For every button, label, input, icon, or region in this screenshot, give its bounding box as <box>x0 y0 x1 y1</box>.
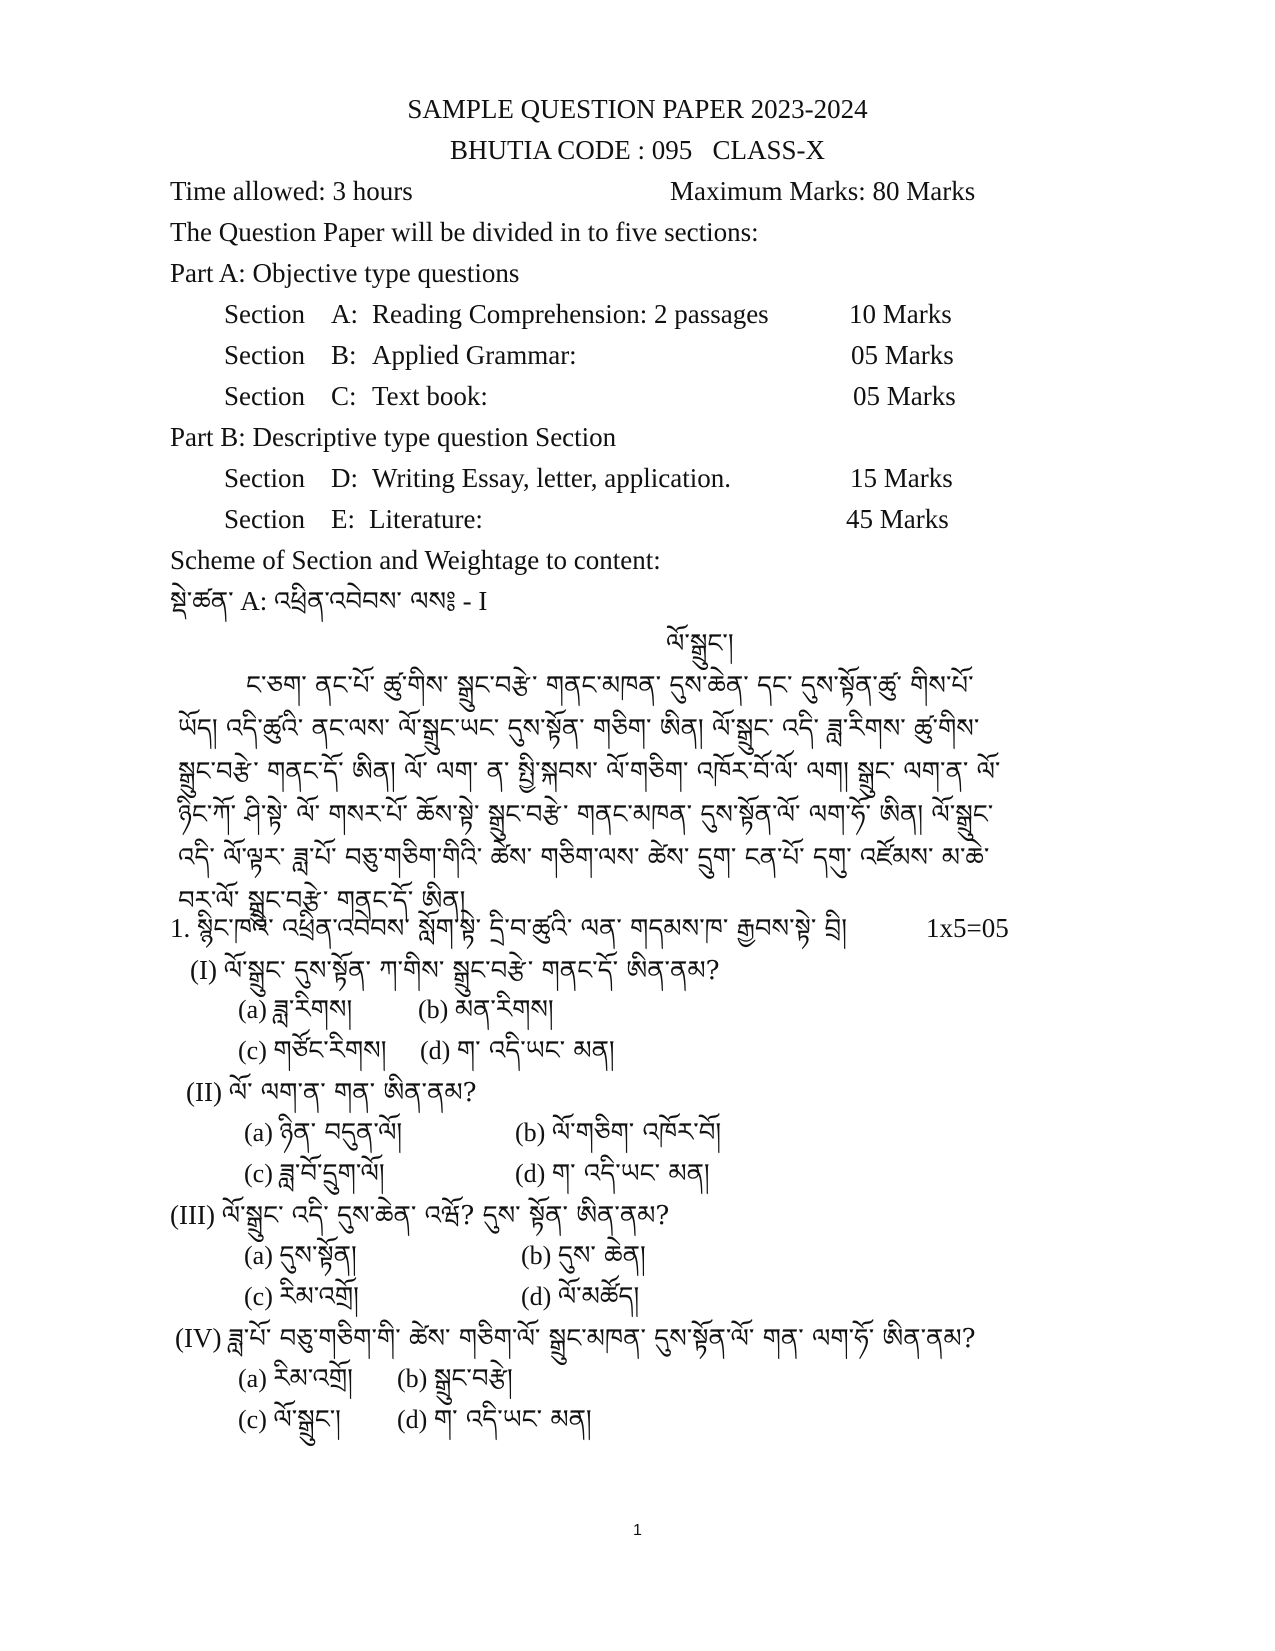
time-allowed: Time allowed: 3 hours <box>170 176 413 206</box>
question-marks: 1x5=05 <box>926 913 1009 943</box>
sub-question-1 <box>190 953 720 988</box>
page-number: 1 <box>633 1522 642 1539</box>
section-d-letter: D: <box>331 463 358 493</box>
section-b-word: Section <box>224 340 305 370</box>
section-a-name: Reading Comprehension: 2 passages <box>372 299 769 329</box>
option: (c) གཙོང་རིགས། <box>238 1036 387 1066</box>
section-c-name: Text book: <box>372 381 488 411</box>
section-b-name: Applied Grammar: <box>372 340 577 370</box>
part-a-title: Part A: Objective type questions <box>170 258 520 288</box>
sub-question-2 <box>186 1075 477 1110</box>
sub-question-3 <box>170 1198 669 1233</box>
paper-subtitle <box>0 133 1275 167</box>
option: (b) སྒྲུང་བརྩེ། <box>397 1364 513 1394</box>
maximum-marks: Maximum Marks: 80 Marks <box>670 176 976 206</box>
section-title-tibetan: འཕྲིན་འབེབས་ ལས༔ <box>274 587 456 617</box>
paper-title: SAMPLE QUESTION PAPER 2023-2024 <box>407 94 868 124</box>
question-number: 1. <box>170 913 191 943</box>
passage-line: བར་ལོ་ སྒྲུང་བརྩེ་ གནང་དོ་ ཨིན། <box>178 886 466 916</box>
section-a-word: Section <box>224 299 305 329</box>
sub-question-number: (III) <box>170 1200 215 1230</box>
section-c-letter: C: <box>331 381 357 411</box>
option: (b) ལོ་གཅིག་ འཁོར་བོ། <box>515 1118 722 1148</box>
option: (d) ག་ འདི་ཡང་ མན། <box>420 1036 615 1066</box>
section-letter: A: <box>240 586 268 616</box>
question-instruction: སྙིང་ཁའི་ འཕྲིན་འབེབས་ སློག་སྟེ་ དྲི་བ་ཚུའི་ ལན་ གདམས་ཁ་ རྒྱབས་སྟེ་ བྲི། <box>197 914 847 944</box>
sub-question-text: ལོ་སྒྲུང་ དུས་སྟོན་ ཀ་གིས་ སྒྲུང་བརྩེ་ གནང་དོ་ ཨིན་ནམ? <box>223 956 720 986</box>
option: (c) རིམ་འགྲོ། <box>244 1282 359 1312</box>
part-b-title: Part B: Descriptive type question Section <box>170 422 617 452</box>
section-d-name: Writing Essay, letter, application. <box>372 463 731 493</box>
section-e-letter: E: <box>331 504 355 534</box>
sub-question-number: (I) <box>190 955 217 985</box>
section-e-name: Literature: <box>369 504 483 534</box>
passage-line: འདི་ ལོ་ལྟར་ ཟླ་པོ་ བཅུ་གཅིག་གིའི་ ཚེས་ གཅིག་ལས་ ཚེས་ དྲུག་ ངན་པོ་ དགུ་ འཛོམས་ མ་ཆེ་ <box>178 843 990 873</box>
section-c-word: Section <box>224 381 305 411</box>
passage-body <box>178 665 1078 923</box>
subject-code: BHUTIA CODE : 095 <box>449 135 693 165</box>
option: (d) ལོ་མཚོད། <box>521 1282 640 1312</box>
section-e-word: Section <box>224 504 305 534</box>
sub-question-number: (II) <box>186 1077 222 1107</box>
sub-question-number: (IV) <box>175 1323 222 1353</box>
section-c-marks: 05 Marks <box>853 381 956 411</box>
option: (b) དུས་ ཆེན། <box>521 1241 646 1271</box>
sub-question-4 <box>175 1321 976 1356</box>
option: (a) ཉིན་ བདུན་ལོ། <box>244 1118 403 1148</box>
section-d-word: Section <box>224 463 305 493</box>
section-b-marks: 05 Marks <box>851 340 954 370</box>
passage-line: སྒྲུང་བརྩེ་ གནང་དོ་ ཨིན། ལོ་ ལག་ ན་ སྤྱི་སྐབས་ ལོ་གཅིག་ འཁོར་བོ་ལོ་ ལག། སྒྲུང་ ལག་ན་ ལོ་ <box>178 757 1001 787</box>
intro-text: The Question Paper will be divided in to five sections: <box>170 217 759 247</box>
option: (a) ཟླ་རིགས། <box>238 995 353 1025</box>
sub-question-text: ལོ་སྒྲུང་ འདི་ དུས་ཆེན་ འཝོ? དུས་ སྟོན་ ཨིན་ནམ? <box>221 1201 670 1231</box>
section-roman-number: - I <box>462 586 488 616</box>
option: (c) ཟླ་བོ་དྲུག་ལོ། <box>244 1159 385 1189</box>
option: (a) དུས་སྟོན། <box>244 1241 357 1271</box>
option: (d) ག་ འདི་ཡང་ མན། <box>515 1159 710 1189</box>
passage-title: ལོ་སྒྲུང་། <box>666 629 734 659</box>
section-d-marks: 15 Marks <box>850 463 953 493</box>
sub-question-text: ཟླ་པོ་ བཅུ་གཅིག་གི་ ཚེས་ གཅིག་ལོ་ སྒྲུང་མཁན་ དུས་སྟོན་ལོ་ གན་ ལག་ཧོ་ ཨིན་ནམ? <box>228 1324 976 1354</box>
option: (d) ག་ འདི་ཡང་ མན། <box>397 1405 592 1435</box>
passage-line: ང་ཅག་ ནང་པོ་ ཚུ་གིས་ སྒྲུང་བརྩེ་ གནང་མཁན་ དུས་ཆེན་ དང་ དུས་སྟོན་ཚུ་ གིས་པོ་ <box>246 671 974 701</box>
section-a-letter: A: <box>331 299 358 329</box>
class-label: CLASS-X <box>712 135 826 165</box>
section-e-marks: 45 Marks <box>846 504 949 534</box>
option: (c) ལོ་སྒྲུང་། <box>238 1405 341 1435</box>
passage-line: ཉིང་ཀོ་ ཤི་སྟེ་ ལོ་ གསར་པོ་ ཆོས་སྟེ་ སྒྲུང་བརྩེ་ གནང་མཁན་ དུས་སྟོན་ལོ་ ལག་ཧོ་ ཨིན། ལོ་སྒྲུང་ <box>178 800 994 830</box>
option: (a) རིམ་འགྲོ། <box>238 1364 353 1394</box>
scheme-heading: Scheme of Section and Weightage to content: <box>170 545 661 575</box>
option: (b) མན་རིགས། <box>418 995 554 1025</box>
passage-line: ཡོད། འདི་ཚུའི་ ནང་ལས་ ལོ་སྒྲུང་ཡང་ དུས་སྟོན་ གཅིག་ ཨིན། ལོ་སྒྲུང་ འདི་ ཟླ་རིགས་ ཚུ་གིས་ <box>178 714 980 744</box>
section-b-letter: B: <box>331 340 357 370</box>
question-1 <box>170 911 847 946</box>
section-a-marks: 10 Marks <box>849 299 952 329</box>
section-a-heading <box>170 584 487 619</box>
section-label-tibetan: སྡེ་ཚན་ <box>170 587 234 617</box>
sub-question-text: ལོ་ ལག་ན་ གན་ ཨིན་ནམ? <box>228 1078 477 1108</box>
